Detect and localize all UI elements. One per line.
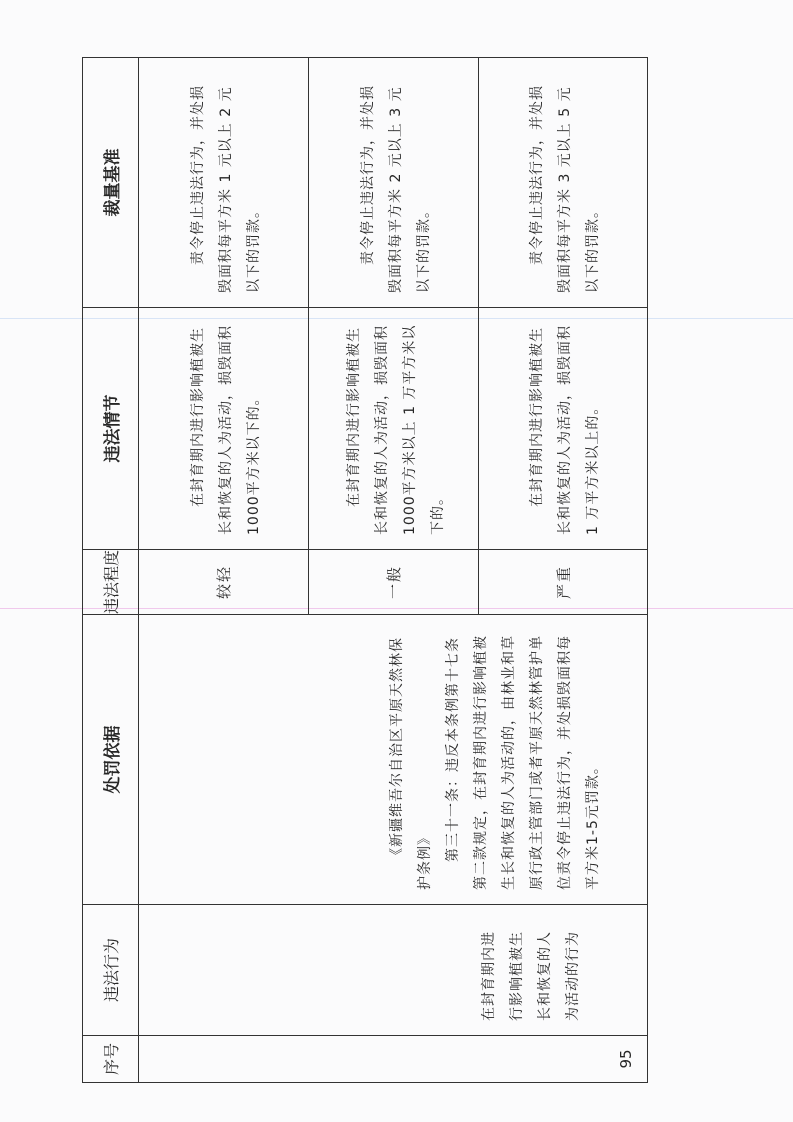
table-row (139, 58, 309, 1083)
header-basis: 处罚依据 (83, 615, 139, 905)
basis-text: 第三十一条：违反本条例第十七条第二款规定，在封育期内进行影响植被生长和恢复的人为活动的，由林业和草原行政主管部门或者平原天然林管护单位责令停止违法行为，并处损毁面积每平方米1-5元罚款。 (445, 635, 601, 890)
cell-circumstance: 在封育期内进行影响植被生长和恢复的人为活动，损毁面积 1000平方米以上 1 万平方米以下的。 (309, 308, 479, 550)
header-seq: 序号 (83, 1036, 139, 1083)
basis-title: 《新疆维吾尔自治区平原天然林保护条例》 (389, 637, 433, 890)
header-standard: 裁量基准 (83, 58, 139, 308)
penalty-discretion-table (82, 57, 648, 1083)
cell-degree: 一般 (309, 550, 479, 615)
cell-standard: 责令停止违法行为，并处损毁面积每平方米 2 元以上 3 元以下的罚款。 (309, 58, 479, 308)
header-degree: 违法程度 (83, 550, 139, 615)
cell-standard: 责令停止违法行为，并处损毁面积每平方米 1 元以上 2 元以下的罚款。 (139, 58, 309, 308)
cell-circumstance: 在封育期内进行影响植被生长和恢复的人为活动，损毁面积 1000平方米以下的。 (139, 308, 309, 550)
penalty-table-container (82, 58, 647, 1083)
cell-standard: 责令停止违法行为，并处损毁面积每平方米 3 元以上 5 元以下的罚款。 (479, 58, 648, 308)
cell-circumstance: 在封育期内进行影响植被生长和恢复的人为活动，损毁面积 1 万平方米以上的。 (479, 308, 648, 550)
cell-behavior: 在封育期内进行影响植被生长和恢复的人为活动的行为 (139, 905, 648, 1036)
header-row (83, 58, 139, 1083)
cell-seq: 95 (139, 1036, 648, 1083)
cell-degree: 较轻 (139, 550, 309, 615)
header-behavior: 违法行为 (83, 905, 139, 1036)
header-circumstance: 违法情节 (83, 308, 139, 550)
cell-degree: 严重 (479, 550, 648, 615)
cell-basis (139, 615, 648, 905)
